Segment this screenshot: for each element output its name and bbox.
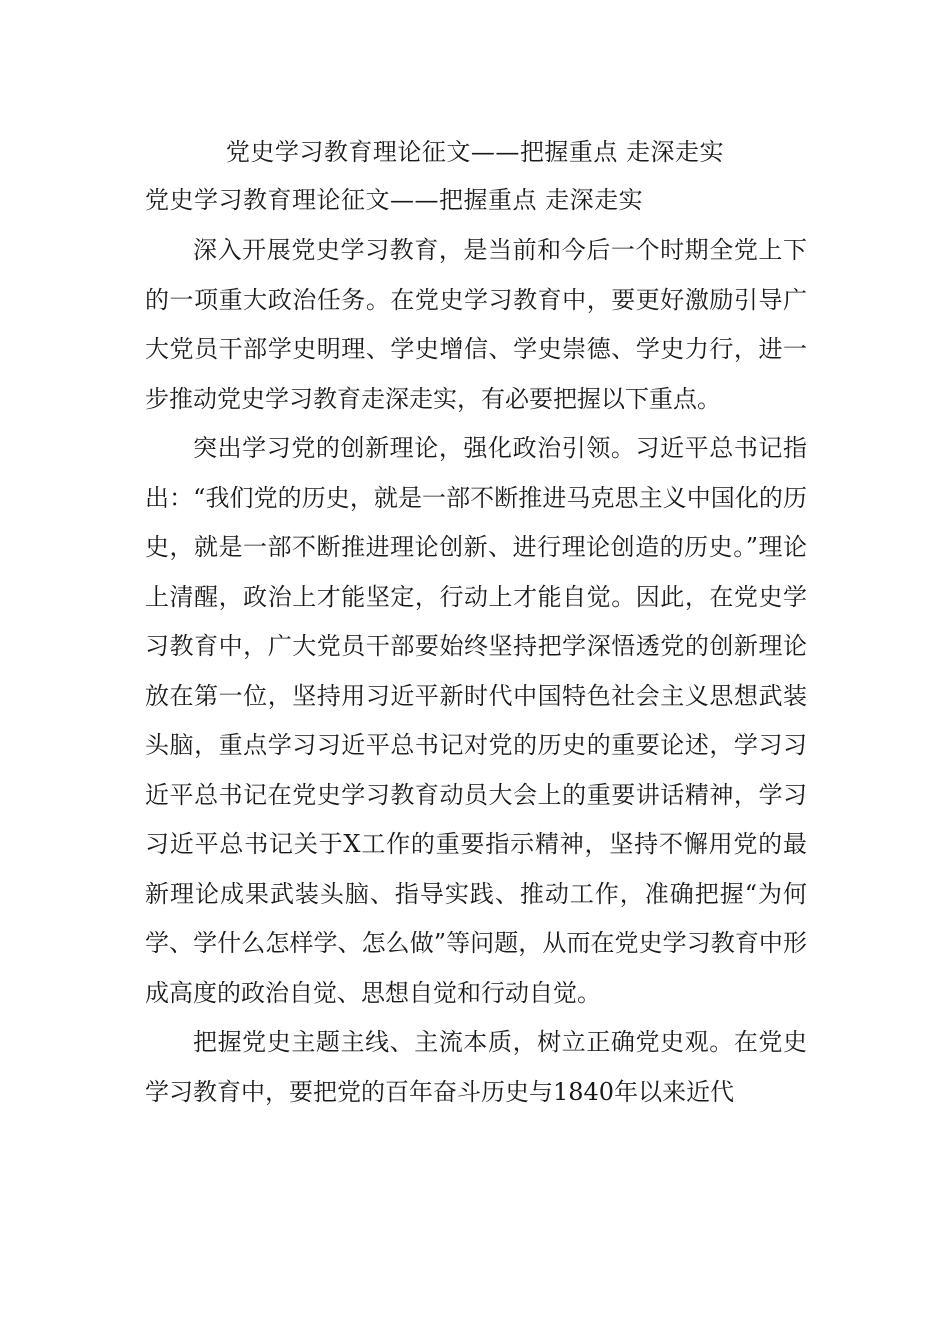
paragraph-intro: 深入开展党史学习教育，是当前和今后一个时期全党上下的一项重大政治任务。在党史学习教育中，要更好激励引导广大党员干部学史明理、学史增信、学史崇德、学史力行，进一步推动党史学习教育走深走实，有必要把握以下重点。 bbox=[145, 236, 807, 413]
document-title: 党史学习教育理论征文——把握重点 走深走实 bbox=[225, 138, 725, 166]
document-body bbox=[145, 226, 807, 1117]
paragraph-theory: 突出学习党的创新理论，强化政治引领。习近平总书记指出：“我们党的历史，就是一部不断推进马克思主义中国化的历史，就是一部不断推进理论创新、进行理论创造的历史。”理论上清醒，政治上才能坚定，行动上才能自觉。因此，在党史学习教育中，广大党员干部要始终坚持把学深悟透党的创新理论放在第一位，坚持用习近平新时代中国特色社会主义思想武装头脑，重点学习习近平总书记对党的历史的重要论述，学习习近平总书记在党史学习教育动员大会上的重要讲话精神，学习习近平总书记关于X工作的重要指示精神，坚持不懈用党的最新理论成果武装头脑、指导实践、推动工作，准确把握“为何学、学什么怎样学、怎么做”等问题，从而在党史学习教育中形成高度的政治自觉、思想自觉和行动自觉。 bbox=[145, 434, 807, 1007]
document-subtitle: 党史学习教育理论征文——把握重点 走深走实 bbox=[145, 186, 644, 214]
paragraph-history-view: 把握党史主题主线、主流本质，树立正确党史观。在党史学习教育中，要把党的百年奋斗历史与1840年以来近代 bbox=[145, 1028, 807, 1106]
